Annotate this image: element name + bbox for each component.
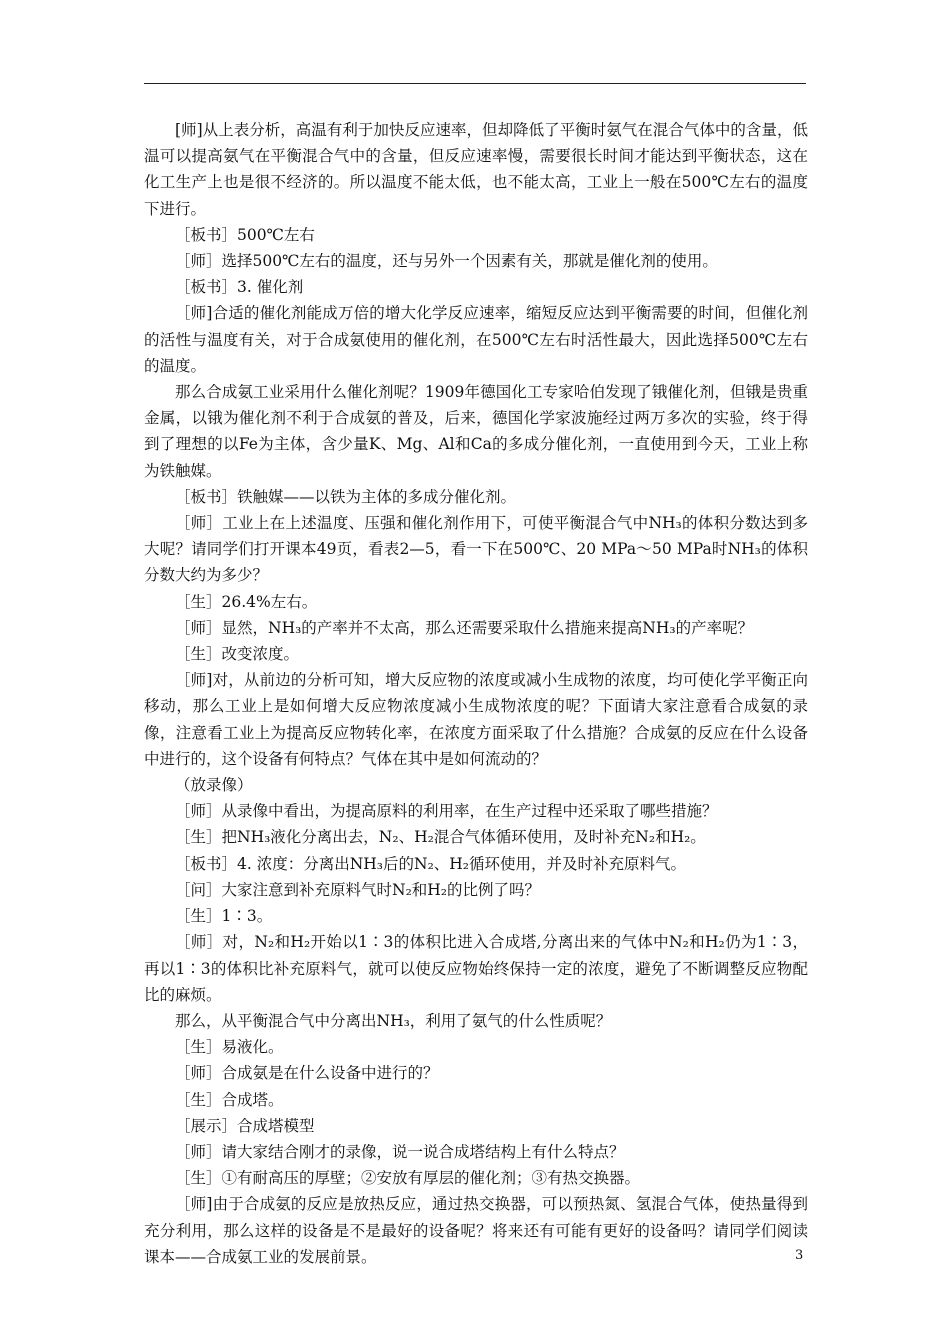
header-rule [144, 83, 806, 84]
paragraph: ［板书］500℃左右 [175, 225, 315, 244]
paragraph: ［生］合成塔。 [175, 1090, 284, 1109]
document-body [144, 117, 808, 1270]
paragraph: ［师］选择500℃左右的温度，还与另外一个因素有关，那就是催化剂的使用。 [175, 252, 718, 271]
paragraph: ［师]合适的催化剂能成万倍的增大化学反应速率，缩短反应达到平衡需要的时间，但催化剂的活性与温度有关，对于合成氨使用的催化剂，在500℃左右时活性最大，因此选择500℃左右的温度。 [144, 304, 808, 375]
paragraph: 那么，从平衡混合气中分离出NH₃，利用了氨气的什么性质呢？ [175, 1011, 612, 1030]
paragraph: ［师］工业上在上述温度、压强和催化剂作用下，可使平衡混合气中NH₃的体积分数达到多大呢？请同学们打开课本49页，看表2—5，看一下在500℃、20 MPa～50 MPa时NH₃的体积分数大约为多少？ [144, 514, 808, 585]
paragraph: ［生］把NH₃液化分离出去，N₂、H₂混合气体循环使用，及时补充N₂和H₂。 [175, 828, 706, 847]
paragraph: ［展示］合成塔模型 [175, 1116, 315, 1135]
paragraph: ［师］显然，NH₃的产率并不太高，那么还需要采取什么措施来提高NH₃的产率呢？ [175, 618, 754, 637]
paragraph: [师]从上表分析，高温有利于加快反应速率，但却降低了平衡时氨气在混合气体中的含量，低温可以提高氨气在平衡混合气中的含量，但反应速率慢，需要很长时间才能达到平衡状态，这在化工生产上也是很不经济的。所以温度不能太低，也不能太高，工业上一般在500℃左右的温度下进行。 [144, 121, 808, 218]
paragraph: ［生］26.4%左右。 [175, 592, 318, 611]
paragraph: ［板书］4. 浓度：分离出NH₃后的N₂、H₂循环使用，并及时补充原料气。 [175, 854, 687, 873]
paragraph: ［师］请大家结合刚才的录像，说一说合成塔结构上有什么特点？ [175, 1142, 625, 1161]
paragraph: ［板书］铁触媒——以铁为主体的多成分催化剂。 [175, 487, 517, 506]
paragraph: ［生］易液化。 [175, 1038, 284, 1057]
paragraph: ［师］对，N₂和H₂开始以1∶3的体积比进入合成塔,分离出来的气体中N₂和H₂仍为1∶3，再以1∶3的体积比补充原料气，就可以使反应物始终保持一定的浓度，避免了不断调整反应物配比的麻烦。 [144, 933, 808, 1004]
paragraph: ［生］1∶3。 [175, 907, 273, 926]
paragraph: （放录像） [175, 776, 253, 795]
paragraph: ［师］从录像中看出，为提高原料的利用率，在生产过程中还采取了哪些措施？ [175, 802, 718, 821]
paragraph: ［生］①有耐高压的厚壁；②安放有厚层的催化剂；③有热交换器。 [175, 1169, 641, 1188]
paragraph: 那么合成氨工业采用什么催化剂呢？1909年德国化工专家哈伯发现了锇催化剂，但锇是贵重金属，以锇为催化剂不利于合成氨的普及，后来，德国化学家波施经过两万多次的实验，终于得到了理想的以Fe为主体，含少量K、Mg、Al和Ca的多成分催化剂，一直使用到今天，工业上称为铁触媒。 [144, 383, 808, 480]
paragraph: ［师］合成氨是在什么设备中进行的？ [175, 1064, 439, 1083]
paragraph: ［问］大家注意到补充原料气时N₂和H₂的比例了吗？ [175, 880, 541, 899]
paragraph: ［师]由于合成氨的反应是放热反应，通过热交换器，可以预热氮、氢混合气体，使热量得到充分利用，那么这样的设备是不是最好的设备呢？将来还有可能有更好的设备吗？请同学们阅读课本——合成氨工业的发展前景。 [144, 1195, 808, 1266]
paragraph: ［生］改变浓度。 [175, 645, 300, 664]
paragraph: ［师]对，从前边的分析可知，增大反应物的浓度或减小生成物的浓度，均可使化学平衡正向移动，那么工业上是如何增大反应物浓度减小生成物浓度的呢？下面请大家注意看合成氨的录像，注意看工业上为提高反应物转化率，在浓度方面采取了什么措施？合成氨的反应在什么设备中进行的，这个设备有何特点？气体在其中是如何流动的？ [144, 671, 808, 768]
page-number: 3 [795, 1248, 804, 1263]
paragraph: ［板书］3. 催化剂 [175, 278, 304, 297]
